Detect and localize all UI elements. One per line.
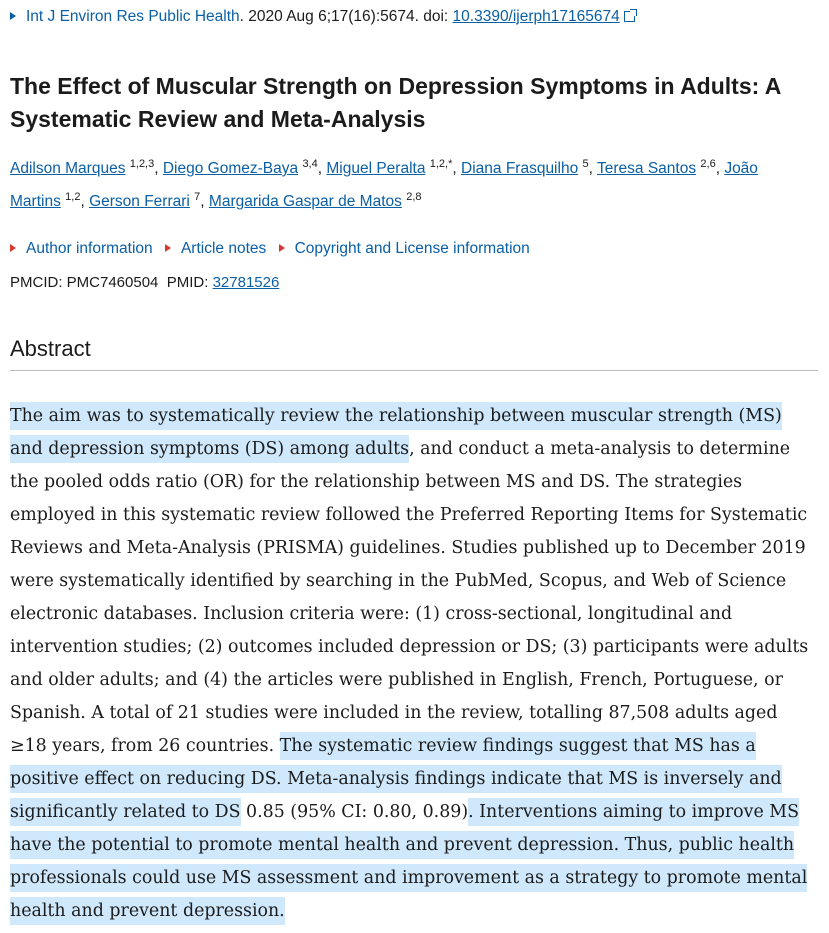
author-affiliation: 5 (582, 158, 589, 170)
article-info-links (10, 240, 538, 258)
highlighted-text: The systematic review findings suggest that MS has a positive effect on reducing DS. Meta-analysis findings indicate that MS is inversely and significantly related to DS (10, 732, 782, 826)
author-affiliation: 2,8 (406, 191, 422, 203)
bullet-triangle-icon (279, 244, 285, 252)
author-affiliation: 1,2,* (429, 158, 453, 170)
bullet-triangle-icon (10, 244, 16, 252)
author-affiliation: 1,2,3 (129, 158, 155, 170)
author-affiliation: 7 (194, 191, 201, 203)
author-link[interactable]: Adilson Marques (10, 160, 126, 177)
pmid-link[interactable]: 32781526 (212, 274, 280, 291)
highlighted-text: The aim was to systematically review the relationship between muscular strength (MS) and depression symptoms (DS) among adults (10, 402, 782, 463)
author-list: Adilson Marques $^{1,2,3}$, Diego Gomez-Baya $^{3,4}$, Miguel Peralta $^{1,2,*}$, Diana Frasquilho $^5$, Teresa Santos $^{2,6}$, João Martins $^{1,2}$, Gerson Ferrari $^7$, Margarida Gaspar de Matos $^{2,8}$ (10, 158, 758, 210)
copyright-license-link[interactable]: Copyright and License information (294, 240, 530, 257)
abstract-text (10, 400, 818, 928)
citation-line (10, 8, 635, 26)
expand-triangle-icon[interactable] (10, 12, 16, 20)
bullet-triangle-icon (165, 244, 171, 252)
author-link[interactable]: Margarida Gaspar de Matos (208, 193, 402, 210)
author-affiliation: 3,4 (302, 158, 318, 170)
abstract-segment: , and conduct a meta-analysis to determine the pooled odds ratio (OR) for the relationship between MS and DS. The strategies employed in this systematic review followed the Preferred Reporting Items for Systematic Reviews and Meta-Analysis (PRISMA) guidelines. Studies published up to December 2019 were systematically identified by searching in the PubMed, Scopus, and Web of Science electronic databases. Inclusion criteria were: (1) cross-sectional, longitudinal and intervention studies; (2) outcomes included depression or DS; (3) participants were adults and older adults; and (4) the articles were published in English, French, Portuguese, or Spanish. A total of 21 studies were included in the review, totalling 87,508 adults aged ≥18 years, from 26 countries. (10, 439, 809, 756)
citation-details: . 2020 Aug 6;17(16):5674. doi: (239, 8, 453, 25)
article-notes-link[interactable]: Article notes (180, 240, 267, 257)
author-link[interactable]: Diego Gomez-Baya (162, 160, 299, 177)
author-affiliation: 2,6 (700, 158, 716, 170)
journal-name[interactable]: Int J Environ Res Public Health (26, 8, 240, 25)
highlighted-text: . Interventions aiming to improve MS have the potential to promote mental health and prevent depression. Thus, public health professionals could use MS assessment and improvement as a strategy to promote mental health and prevent depression. (10, 798, 807, 925)
article-title: The Effect of Muscular Strength on Depression Symptoms in Adults: A Systematic Review and Meta-Analysis (10, 73, 781, 132)
author-link[interactable]: Gerson Ferrari (89, 193, 190, 210)
external-link-icon (624, 11, 635, 22)
author-affiliation: 1,2 (65, 191, 81, 203)
author-link[interactable]: João Martins (10, 160, 758, 210)
author-link[interactable]: Diana Frasquilho (461, 160, 579, 177)
abstract-segment: 0.85 (95% CI: 0.80, 0.89) (240, 802, 469, 822)
article-identifiers (10, 274, 279, 291)
pmid-label: PMID: (166, 274, 213, 291)
doi-link[interactable]: 10.3390/ijerph17165674 (452, 8, 620, 25)
abstract-heading: Abstract (10, 336, 818, 371)
pmcid: PMCID: PMC7460504 (10, 274, 159, 291)
author-link[interactable]: Teresa Santos (596, 160, 697, 177)
author-information-link[interactable]: Author information (26, 240, 153, 257)
author-link[interactable]: Miguel Peralta (326, 160, 426, 177)
